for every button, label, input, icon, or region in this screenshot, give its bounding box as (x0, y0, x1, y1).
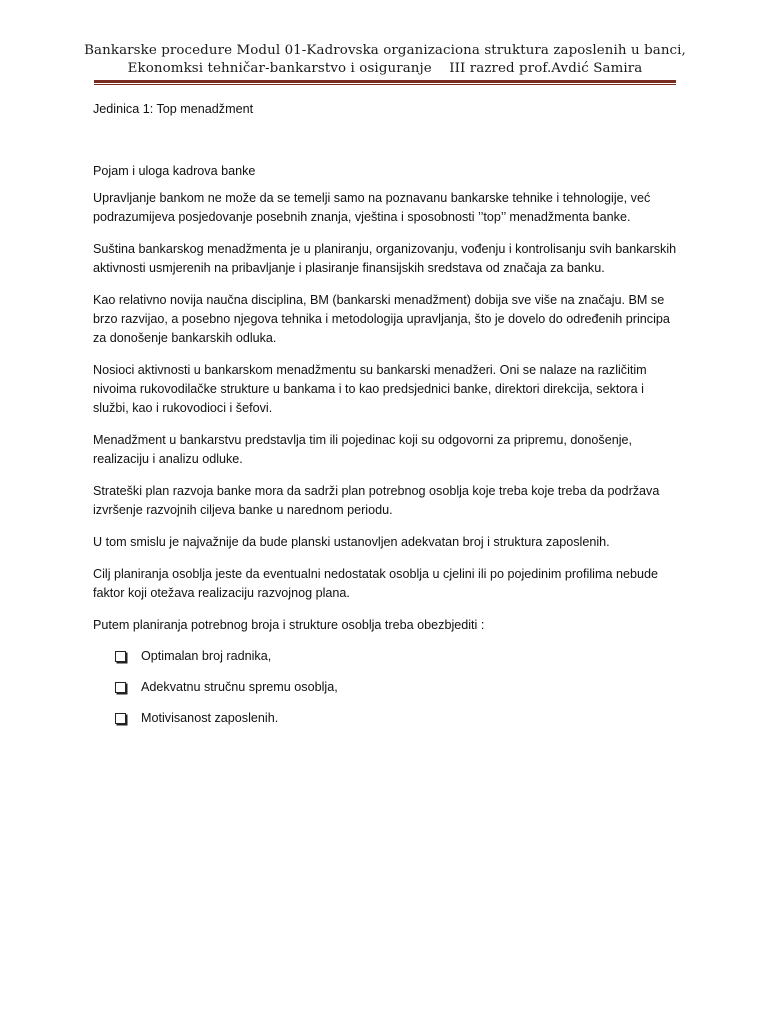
paragraph: Kao relativno novija naučna disciplina, BM (bankarski menadžment) dobija sve više na značaju. BM se brzo razvijao, a posebno njegova tehnika i metodologija upravljanja, što je dovelo do određenih principa za donošenje bankarskih odluka. (93, 293, 670, 345)
paragraph: Nosioci aktivnosti u bankarskom menadžmentu su bankarski menadžeri. Oni se nalaze na različitim nivoima rukovodilačke strukture u bankama i to kao predsjednici banke, direktori direkcija, sektora i službi, kao i rukovodioci i šefovi. (93, 363, 647, 415)
paragraph: Strateški plan razvoja banke mora da sadrži plan potrebnog osoblja koje treba koje treba da podržava izvršenje razvojnih ciljeva banke u narednom periodu. (93, 484, 660, 517)
paragraph: Putem planiranja potrebnog broja i strukture osoblja treba obezbjediti : (93, 618, 485, 632)
checkbox-square-icon (115, 651, 126, 662)
unit-title: Jedinica 1: Top menadžment (93, 102, 254, 116)
bullet-list (93, 647, 683, 728)
paragraph: Menadžment u bankarstvu predstavlja tim ili pojedinac koji su odgovorni za pripremu, donošenje, realizaciju i analizu odluke. (93, 433, 633, 466)
page-header (60, 42, 710, 78)
list-item (93, 678, 683, 697)
list-item-label: Motivisanost zaposlenih. (141, 711, 279, 725)
paragraph: Cilj planiranja osoblja jeste da eventualni nedostatak osoblja u cjelini ili po pojedinim profilima nebude faktor koji otežava realizaciju razvojnog plana. (93, 567, 658, 600)
list-item-label: Adekvatnu stručnu spremu osoblja, (141, 680, 338, 694)
header-line-2: Ekonomksi tehničar-bankarstvo i osiguranje III razred prof.Avdić Samira (127, 61, 643, 76)
checkbox-square-icon (115, 682, 126, 693)
paragraph: Upravljanje bankom ne može da se temelji samo na poznavanu bankarske tehnike i tehnologije, već podrazumijeva posjedovanje posebnih znanja, vještina i sposobnosti ’’top’’ menadžmenta banke. (93, 191, 651, 224)
header-rule-thin (94, 84, 676, 85)
list-item-label: Optimalan broj radnika, (141, 649, 272, 663)
checkbox-square-icon (115, 713, 126, 724)
paragraph: U tom smislu je najvažnije da bude planski ustanovljen adekvatan broj i struktura zaposlenih. (93, 535, 610, 549)
document-body (93, 100, 683, 740)
list-item (93, 709, 683, 728)
header-rule-thick (94, 80, 676, 83)
section-title: Pojam i uloga kadrova banke (93, 164, 256, 178)
header-line-1: Bankarske procedure Modul 01-Kadrovska organizaciona struktura zaposlenih u banci, (84, 43, 686, 58)
paragraph: Suština bankarskog menadžmenta je u planiranju, organizovanju, vođenju i kontrolisanju svih bankarskih aktivnosti usmjerenih na pribavljanje i plasiranje finansijskih sredstava od značaja za banku. (93, 242, 677, 275)
list-item (93, 647, 683, 666)
